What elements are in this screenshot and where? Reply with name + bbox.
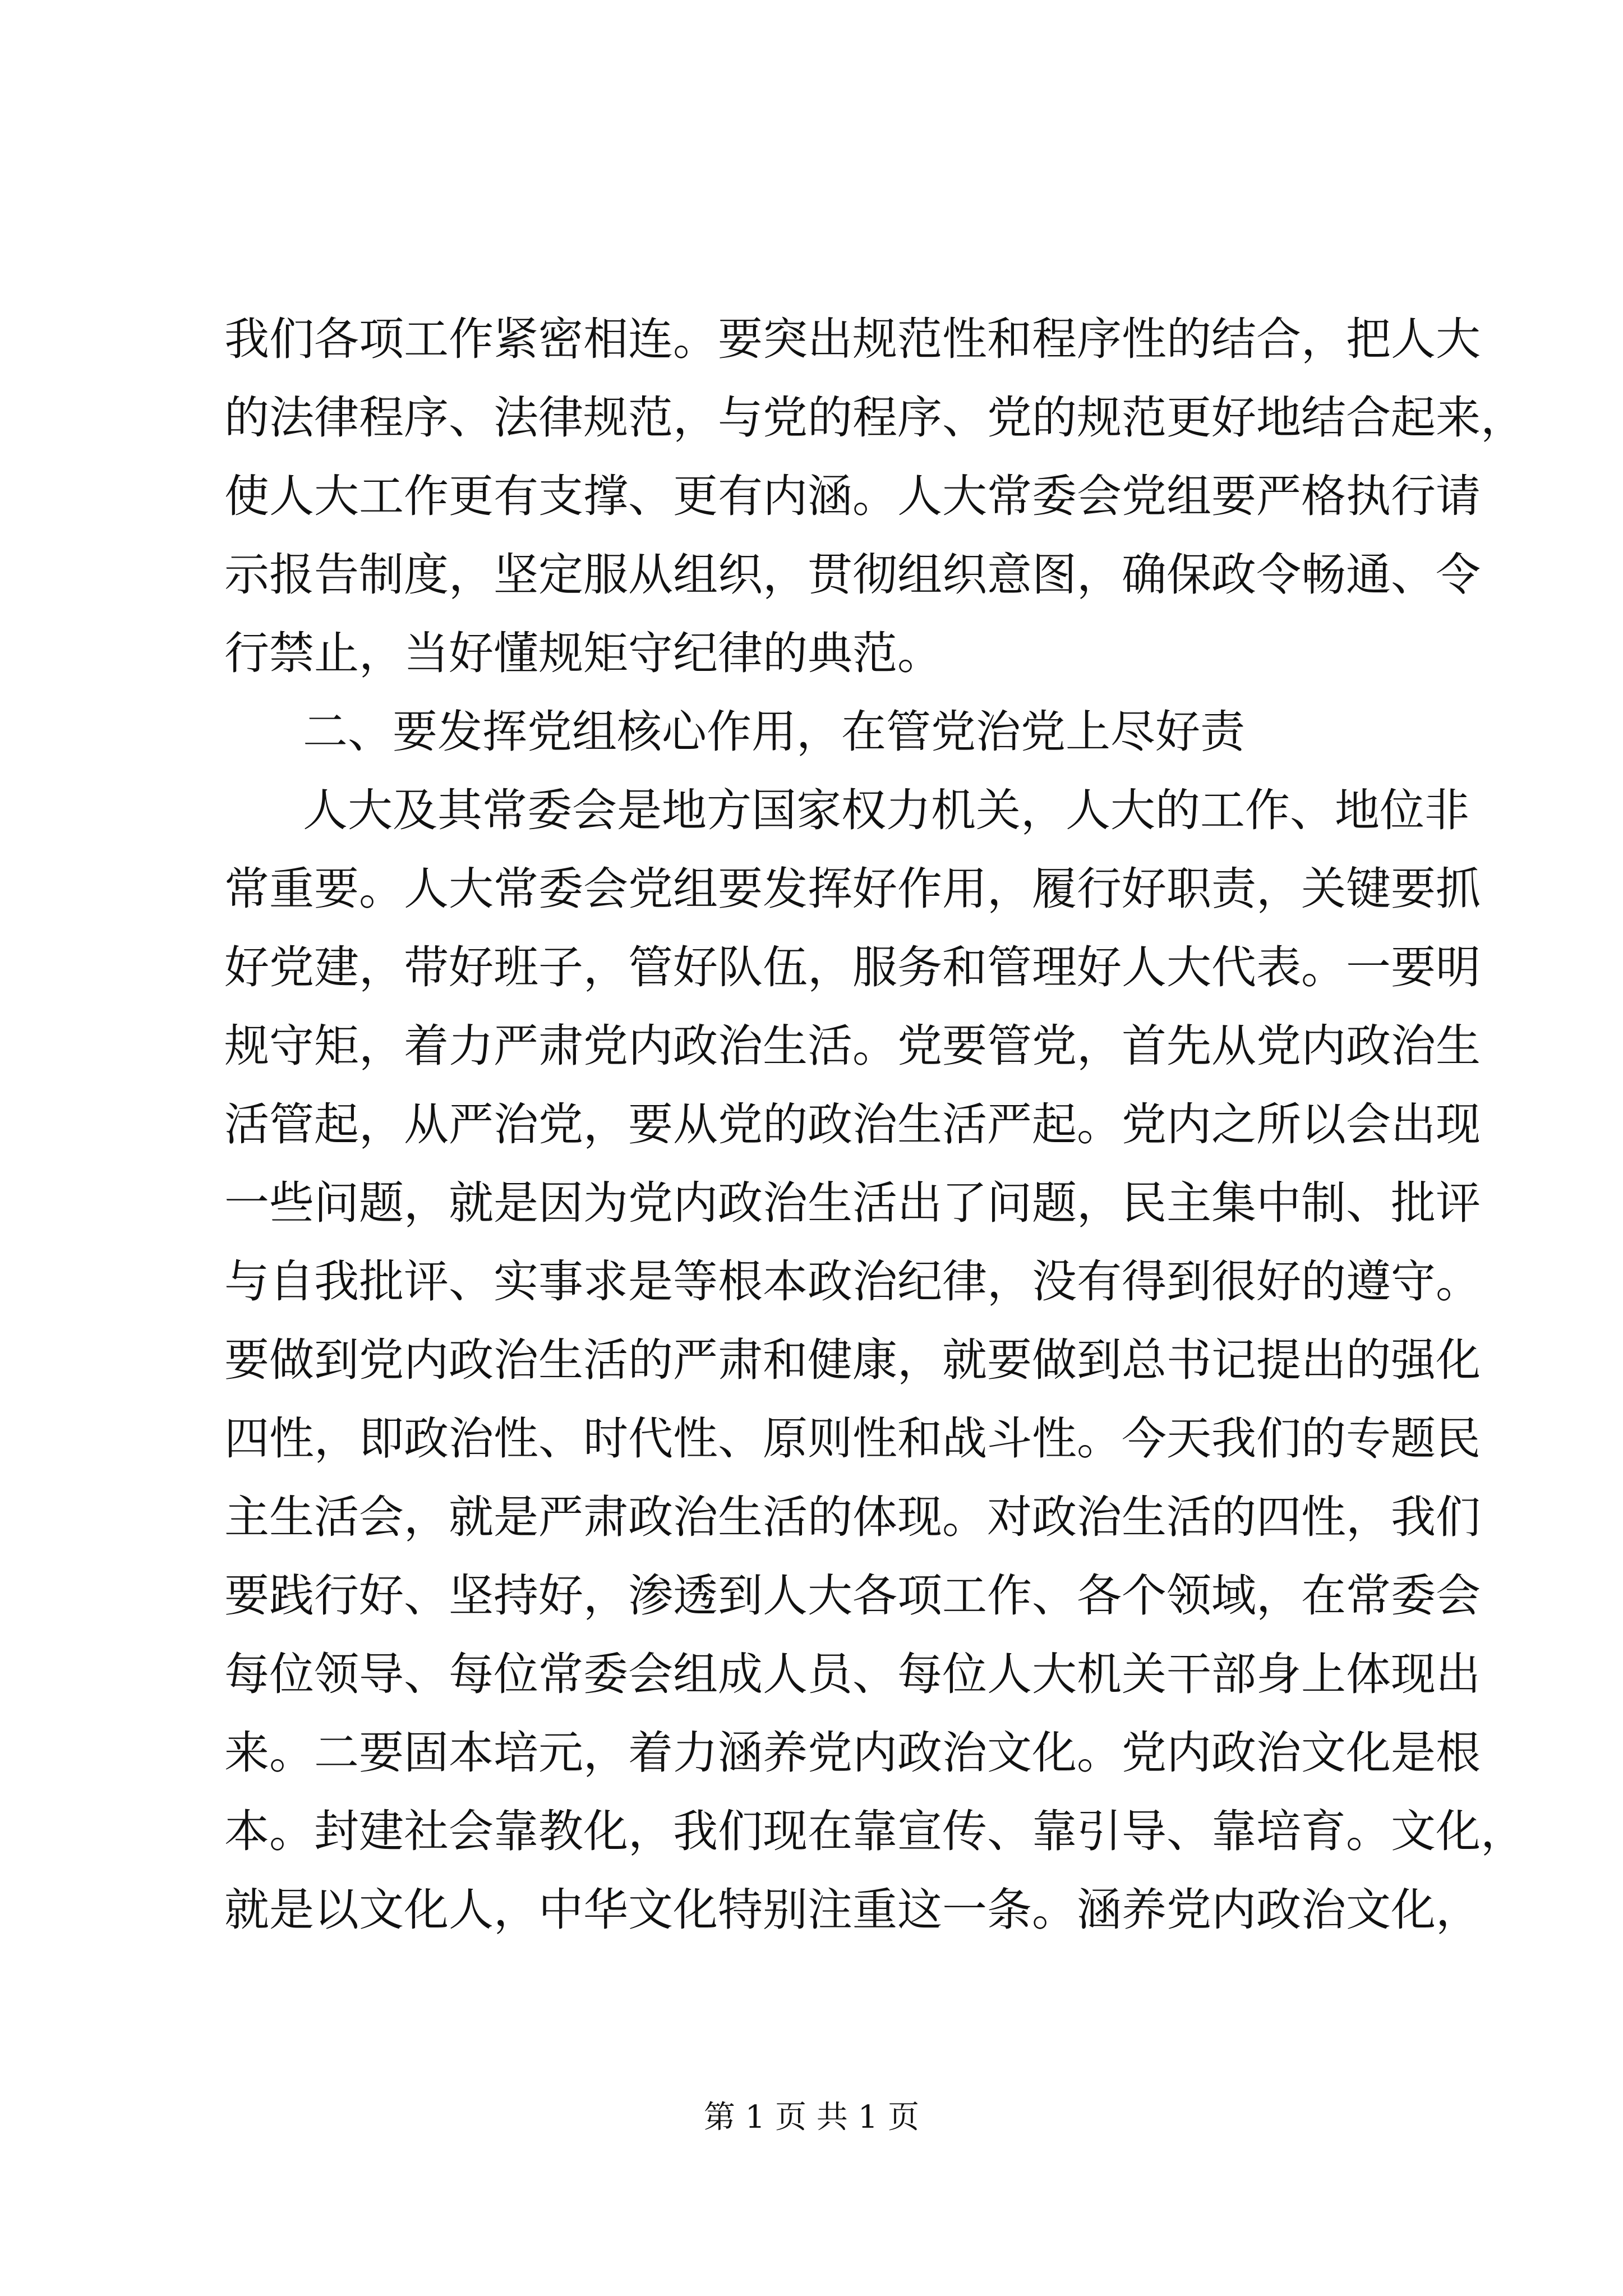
body-text-line: 来。二要固本培元，着力涵养党内政治文化。党内政治文化是根 [224, 1727, 1481, 1779]
body-text-line: 要做到党内政治生活的严肃和健康，就要做到总书记提出的强化 [224, 1334, 1481, 1386]
body-text-line: 规守矩，着力严肃党内政治生活。党要管党，首先从党内政治生 [224, 1020, 1481, 1072]
body-text-line: 的法律程序、法律规范，与党的程序、党的规范更好地结合起来， [224, 392, 1525, 444]
body-text-line: 常重要。人大常委会党组要发挥好作用，履行好职责，关键要抓 [224, 863, 1481, 915]
paragraph-first-line: 人大及其常委会是地方国家权力机关，人大的工作、地位非 [303, 784, 1469, 836]
body-text-line: 就是以文化人，中华文化特别注重这一条。涵养党内政治文化， [224, 1884, 1481, 1936]
page-number-footer: 第 1 页 共 1 页 [703, 2099, 920, 2136]
body-text-line: 要践行好、坚持好，渗透到人大各项工作、各个领域，在常委会 [224, 1570, 1481, 1622]
body-text-line: 使人大工作更有支撑、更有内涵。人大常委会党组要严格执行请 [224, 470, 1481, 522]
body-text-line: 好党建，带好班子，管好队伍，服务和管理好人大代表。一要明 [224, 941, 1481, 993]
body-text-line: 一些问题，就是因为党内政治生活出了问题，民主集中制、批评 [224, 1177, 1481, 1229]
body-text-line: 每位领导、每位常委会组成人员、每位人大机关干部身上体现出 [224, 1648, 1481, 1700]
body-text-line: 四性，即政治性、时代性、原则性和战斗性。今天我们的专题民 [224, 1412, 1481, 1465]
body-text-line: 活管起，从严治党，要从党的政治生活严起。党内之所以会出现 [224, 1098, 1481, 1151]
body-text-line: 本。封建社会靠教化，我们现在靠宣传、靠引导、靠培育。文化， [224, 1805, 1525, 1857]
body-text-line: 示报告制度，坚定服从组织，贯彻组织意图，确保政令畅通、令 [224, 549, 1481, 601]
body-text-line: 与自我批评、实事求是等根本政治纪律，没有得到很好的遵守。 [224, 1255, 1481, 1308]
section-heading: 二、要发挥党组核心作用，在管党治党上尽好责 [303, 706, 1245, 758]
body-text-line: 行禁止，当好懂规矩守纪律的典范。 [224, 627, 942, 679]
body-text-line: 我们各项工作紧密相连。要突出规范性和程序性的结合，把人大 [224, 313, 1481, 365]
body-text-line: 主生活会，就是严肃政治生活的体现。对政治生活的四性，我们 [224, 1491, 1481, 1543]
